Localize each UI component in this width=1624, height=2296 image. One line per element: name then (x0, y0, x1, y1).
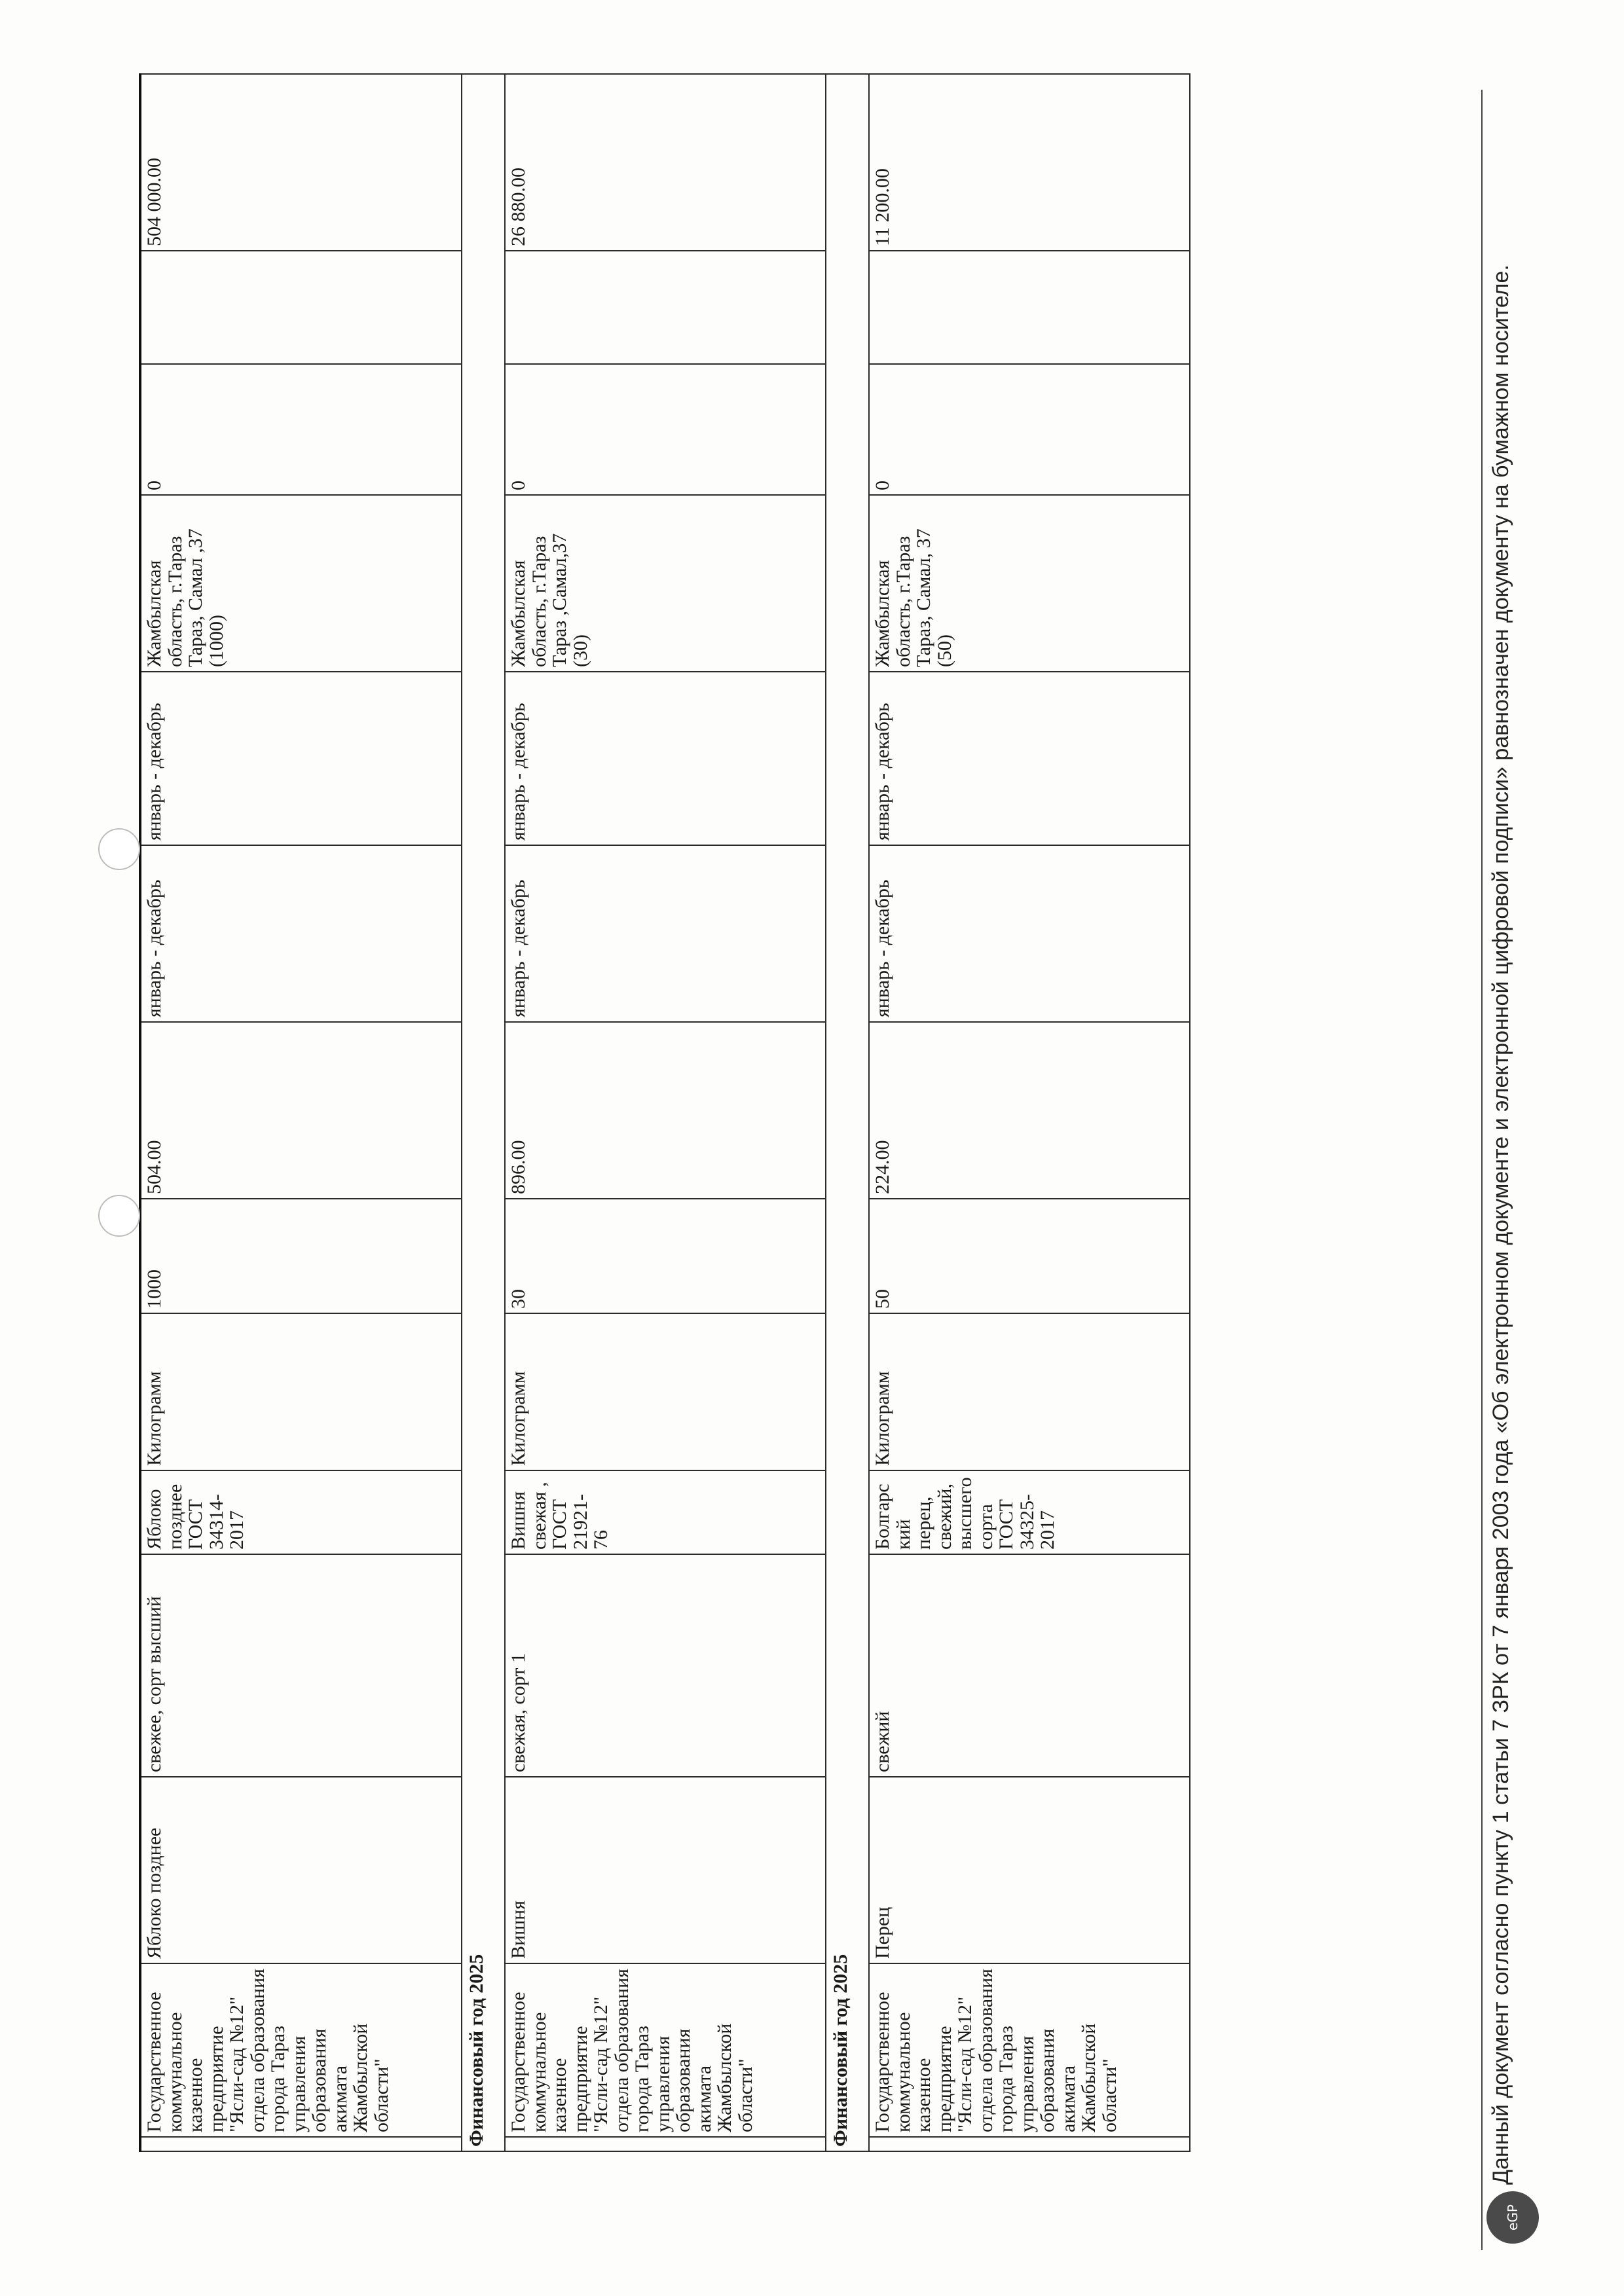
advance-cell: 0 (140, 364, 462, 495)
customer-cell: Государственное коммунальное казенное предприятие "Ясли-сад №12" отдела образования города Тараз управления образования акимата Жамбылской области" (505, 1963, 826, 2137)
financial-year-label: Финансовый год 2025 (826, 74, 869, 2151)
advance-cell: 0 (505, 364, 826, 495)
unit-cell: Килограмм (869, 1313, 1190, 1470)
delivery-term-cell: январь - декабрь (140, 845, 462, 1022)
payment-term-cell: январь - декабрь (140, 672, 462, 845)
egp-logo: eGP (1486, 2191, 1539, 2244)
description-cell: Яблоко позднее ГОСТ 34314-2017 (140, 1470, 462, 1554)
customer-cell: Государственное коммунальное казенное предприятие "Ясли-сад №12" отдела образования города Тараз управления образования акимата Жамбылской области" (140, 1963, 462, 2137)
total-cell: 26 880.00 (505, 74, 826, 251)
blank-cell (505, 251, 826, 364)
row-number-cell (140, 2137, 462, 2151)
row-number-cell (505, 2137, 826, 2151)
name-cell: Вишня (505, 1777, 826, 1963)
total-cell: 11 200.00 (869, 74, 1190, 251)
delivery-term-cell: январь - декабрь (505, 845, 826, 1022)
price-cell: 224.00 (869, 1022, 1190, 1199)
unit-cell: Килограмм (140, 1313, 462, 1470)
blank-cell (869, 251, 1190, 364)
quantity-cell: 1000 (140, 1199, 462, 1313)
table-row (140, 74, 462, 2151)
punch-hole (98, 828, 140, 870)
total-cell: 504 000.00 (140, 74, 462, 251)
footer-legal-note: Данный документ согласно пункту 1 статьи 7 ЗРК от 7 января 2003 года «Об электронном документе и электронной цифровой подписи» равнозначен документу на бумажном носителе. (1488, 264, 1513, 2185)
delivery-term-cell: январь - декабрь (869, 845, 1190, 1022)
customer-cell: Государственное коммунальное казенное предприятие "Ясли-сад №12" отдела образования города Тараз управления образования акимата Жамбылской области" (869, 1963, 1190, 2137)
description-cell: Болгарский перец, свежий, высшего сорта ГОСТ 34325-2017 (869, 1470, 1190, 1554)
characteristic-cell: свежий (869, 1554, 1190, 1777)
characteristic-cell: свежее, сорт высший (140, 1554, 462, 1777)
unit-cell: Килограмм (505, 1313, 826, 1470)
row-number-cell (869, 2137, 1190, 2151)
footer-divider (1481, 90, 1483, 2250)
procurement-plan-table (139, 73, 1190, 2152)
characteristic-cell: свежая, сорт 1 (505, 1554, 826, 1777)
financial-year-row (826, 74, 869, 2151)
payment-term-cell: январь - декабрь (505, 672, 826, 845)
table-row (869, 74, 1190, 2151)
description-cell: Вишня свежая , ГОСТ 21921-76 (505, 1470, 826, 1554)
name-cell: Яблоко позднее (140, 1777, 462, 1963)
table-row (505, 74, 826, 2151)
delivery-place-cell: Жамбылская область, г.Тараз Тараз, Самал ,37 (1000) (140, 495, 462, 672)
payment-term-cell: январь - декабрь (869, 672, 1190, 845)
delivery-place-cell: Жамбылская область, г.Тараз Тараз ,Самал,37 (30) (505, 495, 826, 672)
delivery-place-cell: Жамбылская область, г.Тараз Тараз, Самал, 37 (50) (869, 495, 1190, 672)
quantity-cell: 30 (505, 1199, 826, 1313)
quantity-cell: 50 (869, 1199, 1190, 1313)
advance-cell: 0 (869, 364, 1190, 495)
punch-hole (98, 1195, 140, 1237)
blank-cell (140, 251, 462, 364)
price-cell: 896.00 (505, 1022, 826, 1199)
financial-year-row (462, 74, 505, 2151)
price-cell: 504.00 (140, 1022, 462, 1199)
financial-year-label: Финансовый год 2025 (462, 74, 505, 2151)
name-cell: Перец (869, 1777, 1190, 1963)
